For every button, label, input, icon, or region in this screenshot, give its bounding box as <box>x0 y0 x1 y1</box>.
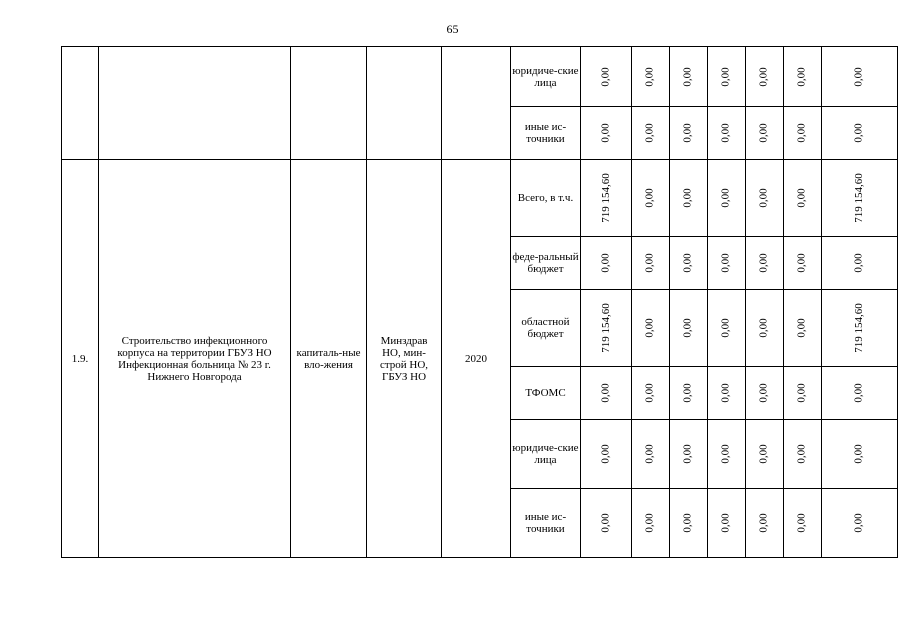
value-cell <box>821 47 897 107</box>
value-cell <box>669 107 707 160</box>
value-cell <box>707 489 745 558</box>
value-cell <box>707 420 745 489</box>
value-cell <box>821 237 897 290</box>
value-text: 0,00 <box>853 513 865 533</box>
value-cell <box>821 290 897 367</box>
table-row <box>62 160 898 237</box>
value-text: 0,00 <box>599 383 612 403</box>
value-cell <box>745 160 783 237</box>
value-text: 0,00 <box>720 383 732 403</box>
item-executor: Минздрав НО, мин-строй НО, ГБУЗ НО <box>379 334 429 383</box>
value-cell <box>707 47 745 107</box>
value-cell <box>631 420 669 489</box>
value-text: 0,00 <box>720 444 732 464</box>
value-text: 0,00 <box>853 444 865 464</box>
value-cell <box>783 107 821 160</box>
value-text: 0,00 <box>853 253 865 273</box>
value-text: 0,00 <box>853 123 865 143</box>
value-text: 0,00 <box>796 383 808 403</box>
value-text: 0,00 <box>682 318 694 338</box>
value-cell <box>783 489 821 558</box>
value-text: 0,00 <box>682 123 694 143</box>
value-cell <box>581 420 632 489</box>
funding-source-label: юридиче-ские лица <box>512 64 579 89</box>
value-cell <box>821 160 897 237</box>
value-cell <box>745 107 783 160</box>
funding-source-cell <box>511 420 581 489</box>
value-cell <box>669 237 707 290</box>
value-cell <box>581 107 632 160</box>
funding-source-label: юридиче-ские лица <box>512 442 579 466</box>
funding-source-cell <box>511 489 581 558</box>
value-text: 0,00 <box>853 383 865 403</box>
value-text: 0,00 <box>644 188 656 208</box>
value-cell <box>821 367 897 420</box>
funding-source-cell <box>511 237 581 290</box>
item-number: 1.9. <box>71 352 89 365</box>
value-cell <box>707 160 745 237</box>
funding-source-label: иные ис-точники <box>524 121 567 145</box>
value-text: 0,00 <box>758 513 770 533</box>
value-cell <box>669 290 707 367</box>
item-executor-cell <box>367 160 442 558</box>
value-cell <box>783 290 821 367</box>
value-text: 0,00 <box>796 318 808 338</box>
value-text: 0,00 <box>758 318 770 338</box>
item-name-cell <box>99 160 291 558</box>
empty-cell <box>367 47 442 160</box>
value-text: 0,00 <box>758 188 770 208</box>
value-text: 0,00 <box>682 253 694 273</box>
value-text: 0,00 <box>853 66 865 87</box>
value-cell <box>745 47 783 107</box>
item-name: Строительство инфекционного корпуса на территории ГБУЗ НО Инфекционная больница № 23 г. Нижнего Новгорода <box>117 334 272 383</box>
value-cell <box>783 367 821 420</box>
value-text: 0,00 <box>599 513 612 533</box>
value-text: 0,00 <box>599 123 612 143</box>
value-cell <box>631 290 669 367</box>
funding-source-label: иные ис-точники <box>524 511 567 535</box>
value-cell <box>707 290 745 367</box>
value-text: 719 154,60 <box>599 173 612 223</box>
value-cell <box>707 367 745 420</box>
value-cell <box>821 107 897 160</box>
value-text: 0,00 <box>682 66 694 87</box>
value-text: 719 154,60 <box>599 303 612 353</box>
value-text: 0,00 <box>796 188 808 208</box>
value-text: 0,00 <box>758 383 770 403</box>
value-cell <box>581 290 632 367</box>
value-text: 0,00 <box>682 513 694 533</box>
funding-source-cell <box>511 290 581 367</box>
value-cell <box>669 47 707 107</box>
item-number-cell <box>62 160 99 558</box>
value-text: 0,00 <box>682 188 694 208</box>
value-text: 0,00 <box>599 253 612 273</box>
value-cell <box>581 237 632 290</box>
value-text: 0,00 <box>796 253 808 273</box>
value-cell <box>581 489 632 558</box>
funding-source-label: ТФОМС <box>525 387 566 399</box>
value-text: 0,00 <box>720 123 732 143</box>
value-cell <box>581 160 632 237</box>
budget-table <box>61 46 898 558</box>
value-cell <box>745 420 783 489</box>
value-cell <box>821 489 897 558</box>
value-text: 719 154,60 <box>853 173 865 223</box>
value-cell <box>707 107 745 160</box>
item-year-cell <box>442 160 511 558</box>
value-cell <box>631 237 669 290</box>
value-text: 0,00 <box>720 188 732 208</box>
value-text: 0,00 <box>720 513 732 533</box>
value-cell <box>783 160 821 237</box>
value-text: 0,00 <box>758 253 770 273</box>
value-text: 0,00 <box>644 383 656 403</box>
empty-cell <box>442 47 511 160</box>
value-text: 0,00 <box>682 444 694 464</box>
item-type-cell <box>291 160 367 558</box>
value-text: 0,00 <box>644 444 656 464</box>
value-cell <box>581 47 632 107</box>
value-text: 0,00 <box>758 66 770 87</box>
value-text: 0,00 <box>720 253 732 273</box>
value-cell <box>669 420 707 489</box>
value-cell <box>783 420 821 489</box>
funding-source-label: Всего, в т.ч. <box>517 192 574 204</box>
value-text: 0,00 <box>599 66 612 87</box>
value-text: 0,00 <box>644 318 656 338</box>
funding-source-label: областной бюджет <box>521 316 570 340</box>
value-cell <box>669 160 707 237</box>
value-text: 719 154,60 <box>853 303 865 353</box>
funding-source-label: феде-ральный бюджет <box>512 251 579 275</box>
value-cell <box>707 237 745 290</box>
value-text: 0,00 <box>796 123 808 143</box>
value-text: 0,00 <box>720 66 732 87</box>
value-text: 0,00 <box>796 66 808 87</box>
value-cell <box>631 160 669 237</box>
value-text: 0,00 <box>758 444 770 464</box>
page-number: 65 <box>446 22 459 36</box>
value-text: 0,00 <box>796 513 808 533</box>
value-cell <box>581 367 632 420</box>
value-cell <box>783 47 821 107</box>
value-cell <box>745 290 783 367</box>
value-cell <box>745 367 783 420</box>
empty-cell <box>62 47 99 160</box>
funding-source-cell <box>511 367 581 420</box>
value-text: 0,00 <box>682 383 694 403</box>
value-cell <box>631 367 669 420</box>
table-row <box>62 47 898 107</box>
value-cell <box>783 237 821 290</box>
value-cell <box>631 47 669 107</box>
value-cell <box>631 489 669 558</box>
item-type: капиталь-ные вло-жения <box>296 346 361 371</box>
value-cell <box>631 107 669 160</box>
value-text: 0,00 <box>644 253 656 273</box>
item-year: 2020 <box>465 352 487 365</box>
value-cell <box>821 420 897 489</box>
funding-source-cell <box>511 47 581 107</box>
value-text: 0,00 <box>796 444 808 464</box>
value-cell <box>669 367 707 420</box>
value-text: 0,00 <box>758 123 770 143</box>
value-text: 0,00 <box>644 66 656 87</box>
value-text: 0,00 <box>644 513 656 533</box>
value-cell <box>745 237 783 290</box>
value-cell <box>745 489 783 558</box>
empty-cell <box>99 47 291 160</box>
funding-source-cell <box>511 160 581 237</box>
empty-cell <box>291 47 367 160</box>
funding-source-cell <box>511 107 581 160</box>
value-text: 0,00 <box>720 318 732 338</box>
value-text: 0,00 <box>644 123 656 143</box>
value-text: 0,00 <box>599 444 612 464</box>
value-cell <box>669 489 707 558</box>
